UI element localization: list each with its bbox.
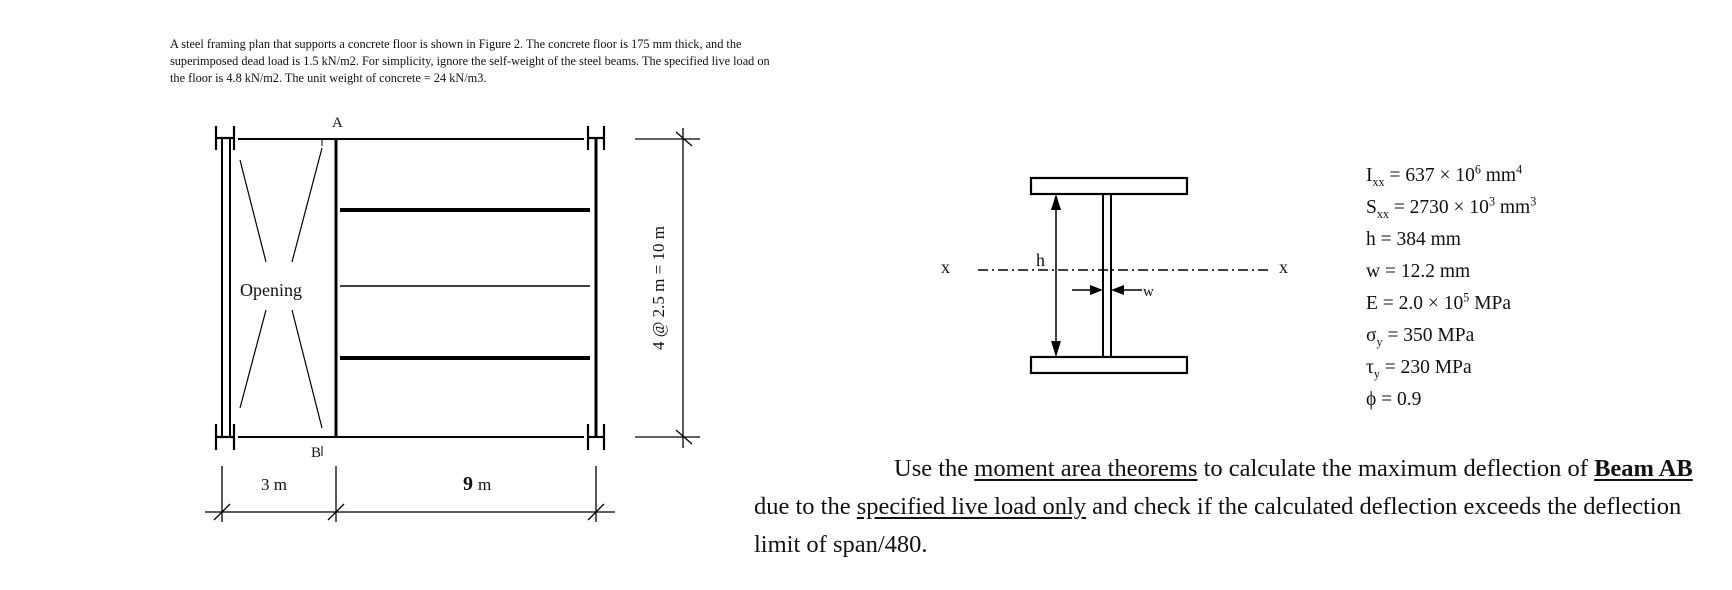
property-tau-y: $\tau_y = 230$ MPa: [1366, 357, 1472, 381]
opening-label: Opening: [240, 280, 302, 300]
property-w: w = 12.2 mm: [1366, 261, 1471, 282]
dimension-vertical-label: 4 @ 2.5 m = 10 m: [649, 226, 668, 350]
specified-live-load-emphasis: specified live load only: [856, 493, 1087, 520]
intro-line-2: superimposed dead load is 1.5 kN/m2. For simplicity, ignore the self-weight of the steel beams. The specified live load on: [170, 54, 770, 68]
question-text: [754, 450, 1693, 564]
wide-flange-section: [978, 178, 1270, 373]
w-label: w: [1143, 284, 1154, 300]
opening-diagonal-1: [240, 160, 266, 262]
axis-label-left: x: [941, 257, 950, 277]
property-h: h = 384 mm: [1366, 229, 1461, 250]
property-sigma-y: $\sigma_y = 350$ MPa: [1366, 325, 1475, 349]
axis-label-right: x: [1279, 257, 1288, 277]
dimension-3m: 3 m: [261, 475, 287, 494]
property-e: $E = 2.0 \times 10^5$ MPa: [1366, 290, 1512, 314]
property-sxx: $S_{xx} = 2730 \times 10^3$ $mm^3$: [1366, 194, 1537, 221]
question-line-1: Use the moment area theorems to calculate the maximum deflection of Beam AB: [894, 455, 1693, 482]
moment-area-theorems-emphasis: moment area theorems: [974, 455, 1198, 482]
property-ixx: $I_{xx} = 637 \times 10^6$ $mm^4$: [1366, 162, 1523, 189]
section-properties: [1366, 160, 1536, 416]
dimension-9m-unit: m: [478, 475, 492, 494]
h-arrow-down: [1051, 341, 1061, 357]
question-line-3: limit of span/480.: [754, 531, 928, 558]
bottom-flange: [1031, 357, 1187, 373]
dimension-9m-number: 9: [463, 473, 473, 495]
beam-ab-emphasis: Beam AB: [1594, 455, 1693, 482]
question-line-2: due to the specified live load only and check if the calculated deflection exceeds the deflection: [754, 493, 1682, 520]
opening-diagonal-3: [240, 310, 266, 408]
w-arrow-right-head: [1111, 285, 1124, 295]
label-a: A: [332, 115, 343, 131]
h-arrow-up: [1051, 194, 1061, 210]
property-phi: ϕ = 0.9: [1366, 389, 1422, 410]
w-arrow-left-head: [1090, 285, 1103, 295]
label-b: B: [311, 445, 322, 461]
opening-diagonal-2: [292, 148, 322, 262]
intro-line-1: A steel framing plan that supports a concrete floor is shown in Figure 2. The concrete floor is 175 mm thick, and the: [170, 37, 742, 51]
h-label: h: [1036, 250, 1045, 270]
intro-line-3: the floor is 4.8 kN/m2. The unit weight of concrete = 24 kN/m3.: [170, 71, 487, 85]
column-top-left: [216, 126, 234, 150]
column-bottom-left: [216, 424, 234, 450]
top-flange: [1031, 178, 1187, 194]
opening-diagonal-4: [292, 310, 322, 428]
